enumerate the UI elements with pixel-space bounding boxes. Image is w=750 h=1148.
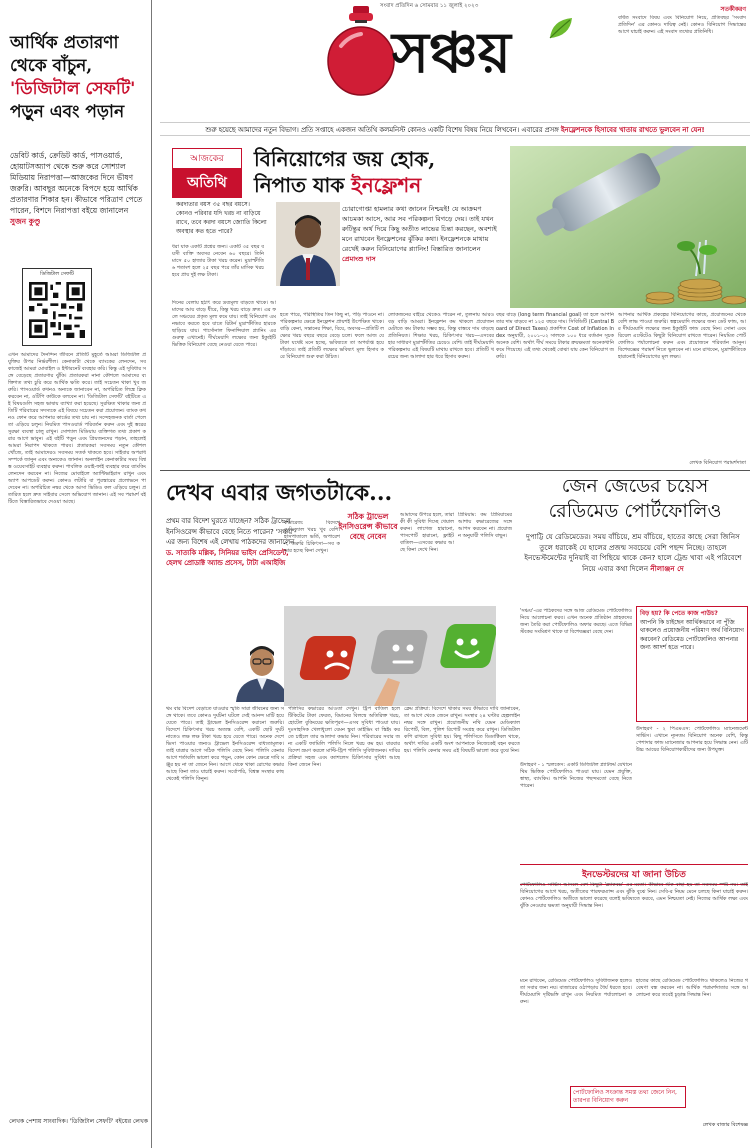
portfolio-headline-line-2: রেডিমেড পোর্টফোলিও [548, 500, 722, 522]
warning-notice-title: সতর্কীকরণ [720, 6, 746, 13]
section-banner-text: শুরু হয়েছে আমাদের নতুন বিভাগ। প্রতি সপ্তাহে একজন অতিথি কলমনিস্ট কোনও একটি বিশেষ বিষয় নিয়ে লিখবেন। এবারের প্রসঙ্গ [205, 126, 559, 134]
money-plant-photo [510, 146, 746, 308]
left-headline-line-1: আর্থিক প্রতারণা থেকে বাঁচুন, [10, 33, 119, 76]
travel-intro-text: প্রথম বার বিদেশ ঘুরতে যাচ্ছেন? সঠিক ট্রাভেল ইনসিওরেন্স কীভাবে বেছে নিতে পারেন? 'সঞ্চয়'-এর জন্য বিশেষ এই লেখায় পাঠকদের জানালেন [166, 517, 297, 546]
portfolio-body-col-2: উদাহরণ - ১ স্মলকেস: একটি ডিজিটাল প্ল্যাটফর্ম যেখানে থিম ভিত্তিক পোর্টফোলিও পাওয়া যায়। যেমন প্রযুক্তি, স্বাস্থ্য, ব্যাংকিং। আপনি নিজের পছন্দমতো বেছে নিতে পারেন। [520, 762, 632, 789]
left-headline-line-2: 'ডিজিটাল সেফটি' [10, 79, 136, 99]
left-intro-author: সুজন কুণ্ডু [10, 217, 41, 226]
portfolio-feature-intro [520, 532, 746, 574]
portfolio-body-col-6: হাতের কাছে রেডিমেড পোর্টফোলিও থাকলেও নিজের গবেষণা বন্ধ করবেন না। আর্থিক পরামর্শদাতার সঙ্গে আলোচনা করে তবেই চূড়ান্ত সিদ্ধান্ত নিন। [636, 978, 748, 998]
portfolio-intro-text: দুপাট্টি যে রেডিমেডের। সময় বাঁচিয়ে, শ্রম বাঁচিয়ে, হাতের কাছে সেরা জিনিস তুলে ধরাকেই যে হালের প্রজন্ম সবচেয়ে বেশি পছন্দ নিচ্ছে। তাহলে ইনভেস্টমেন্টের দুনিয়াই বা পিছিয়ে থাকে কেন? হালে ট্রেন্ড খাবা এই পরিবেশে নিয়ে এবার কথা দিলেন [524, 532, 742, 573]
top-body-col-2: হতে পারে, পরিস্থিতির তিন কিছু না, পড়ি পাওনে না। পরিকল্পনার ক্ষেত্রে ইনফ্লেশন প্রায়শই উপেক্ষিত থাকে। বাড়ি কেনা, সন্তানের শিক্ষা, বিয়ে, অবসর—প্রতিটি লক্ষ্যের খরচ বছরে বছরে বেড়ে চলে। ফলে আজ যে টাকা যথেষ্ট মনে হচ্ছে, ভবিষ্যতে তা অপর্যাপ্ত হয়ে দাঁড়াবে। তাই প্রতিটি লক্ষ্যের ভবিষ্যৎ মূল্য হিসাব করে বিনিয়োগ শুরু করা উচিত। [280, 312, 384, 360]
section-banner-highlight: ইনফ্লেশনকে হিসাবের খাতায় রাখতে ভুলবেন না যেন! [560, 126, 705, 134]
portfolio-signature: লেখক বাজার বিশেষজ্ঞ [702, 1122, 748, 1128]
travel-sidebox-title: সঠিক ট্রাভেল ইনসিওরেন্স কীভাবে বেছে নেবেন [338, 512, 398, 541]
author-portrait-image [276, 202, 340, 286]
portfolio-subhead: ইনভেস্টরদের যা জানা উচিত [520, 864, 748, 885]
top-body-col-5: আপনার আর্থিক প্রকল্পের বিনিয়োগের কাছে, প্রয়োজনের থেকে বেশি লাভ পাওয়া জরুরি। স্বল্পমেয়াদি লক্ষ্যের জন্য ডেট ফান্ড, আর দীর্ঘমেয়াদি লক্ষ্যের জন্য ইক্যুইটি ফান্ড বেছে নিন। সোনা এবং রিয়েল এস্টেটেও কিছুটা বিনিয়োগ রাখতে পারেন। নিয়মিত পোর্টফোলিও পর্যালোচনা করুন এবং প্রয়োজনে পরিবর্তন আনুন। বিশেষজ্ঞের পরামর্শ নিতে ভুলবেন না। মনে রাখবেন, মুদ্রাস্ফীতিকে হারানোই বিনিয়োগের মূল লক্ষ্য। [618, 312, 746, 360]
travel-body-col-2: কভারেজ: বিদেশে মেডিক্যাল খরচ খুব বেশি। হাসপাতালে ভর্তি, অপারেশন, জরুরি চিকিৎসা—সব কভার হচ্ছে কিনা দেখুন। [284, 520, 340, 554]
top-body-col-4: বছর বাড়ে (long term financial goal) তা হলে আপনি তার দাম বাড়বে না ১২৫ বছরে দাম। সিবিডিটি (Central Board of Direct Taxes) প্রকাশিত Cost of Inflation Index অনুযায়ী, ২০০১-০২ সালকে ১০০ ধরে বর্তমান সূচক অনেক বেশি। অর্থাৎ দীর্ঘ সময়ে টাকার ক্রয়ক্ষমতা অনেকখানি কমে গিয়েছে। এই তথ্য থেকেই বোঝা যায় কেন বিনিয়োগ জরুরি। [496, 312, 614, 360]
section-divider [160, 470, 750, 471]
todays-guest-tag-line-1: আজকের [172, 148, 242, 168]
masthead-title: সঞ্চয় [392, 20, 511, 86]
top-body-col-1a: ধরা যাক একটি প্রশ্নের জন্য। একটি ৩৫ বছর বয়সী ব্যক্তি অবসর নেবেন ৬০ বছরে। তিনি মাসে ৫০ হাজার টাকা খরচ করেন। মুদ্রাস্ফীতি ৬ শতাংশ হলে ২৫ বছর পরে তাঁর মাসিক খরচ হবে প্রায় দুই লক্ষ টাকা। [172, 244, 264, 278]
section-banner [160, 122, 750, 136]
todays-guest-tag [172, 148, 242, 190]
travel-author-portrait [232, 636, 292, 702]
travel-author-portrait-image [232, 636, 292, 702]
travel-body-col-4: পলিসির কভারের আওতা দেখুন। ট্রিপ বাতিল হলে টিকিটের টাকা ফেরত, বিমানের বিলম্বে অতিরিক্ত খরচ, হোটেল বুকিংয়ের ক্ষতিপূরণ—এসব সুবিধা পাওয়া যায়। দুঃসাহসিক খেলাধুলো যেমন স্কুবা ডাইভিং বা স্কিইং করতে চাইলে তার আলাদা কভার নিন। পরিবারের সবার জন্য একটি ফ্যামিলি পলিসি নিলে খরচ কম হয়। বারবার বিদেশ ভ্রমণ করলে মাল্টি-ট্রিপ পলিসি সুবিধাজনক। দাবির প্রক্রিয়া সহজ এবং ক্যাশলেস চিকিৎসার সুবিধা আছে কিনা জেনে নিন। [288, 706, 400, 768]
warning-notice-text: বর্ষিত সংবাদে বিষয় এবং বিনিয়োগ নিয়ে, প্রতিবছর 'সংবাদ প্রতিদিন' এর কোনও দায়িত্ব নেই। কোনও বিনিয়োগ সিদ্ধান্তের আগে যাচাই করুন। এই সংবাদ তথ্যের প্রতিনিধি। [618, 15, 746, 35]
feedback-buttons-photo [284, 606, 496, 706]
top-feature-headline [254, 146, 504, 198]
left-footer: লেখক পেশায় সাংবাদিক। 'ডিজিটাল সেফটি' বইয়ের লেখক [9, 1118, 148, 1125]
money-plant-image [510, 146, 746, 308]
top-headline-line-2: নিপাত যাক [254, 173, 345, 197]
top-body-col-1: দিনের বেলায় হঠাৎ করে দ্রব্যমূল্য বাড়তে থাকে। আমাদের আয় বাড়ে ধীরে, কিন্তু খরচ বাড়ে দ্রুত। এর ফলে সঞ্চয়ের প্রকৃত মূল্য কমে যায়। তাই বিনিয়োগ এমনভাবে করতে হবে যাতে রিটার্ন মুদ্রাস্ফীতির হারকে ছাড়িয়ে যায়। পার্সোনাল ফিনান্সিয়াল প্ল্যানিং এর গুরুত্ব এখানেই। দীর্ঘমেয়াদি লক্ষ্যের জন্য ইক্যুইটি ভিত্তিক বিনিয়োগ বেছে নেওয়া যেতে পারে। [172, 300, 276, 348]
piggy-pot-icon [325, 6, 397, 98]
qr-title: ডিজিটাল সেফটি [40, 271, 74, 277]
top-intro-author: প্রেমাংশু দাস [342, 255, 376, 263]
top-headline-line-1: বিনিয়োগের জয় হোক, [254, 147, 436, 171]
portfolio-feature-headline [520, 474, 750, 524]
left-headline-line-3: পড়ুন এবং পড়ান [10, 102, 125, 122]
qr-code-icon [29, 282, 85, 338]
portfolio-body-col-5: মনে রাখবেন, রেডিমেড পোর্টফোলিও সুবিধাজনক হলেও তা সবার জন্য নয়। বাজারের ওঠাপড়ায় ধৈর্য ধরতে হবে। দীর্ঘমেয়াদি দৃষ্টিভঙ্গি রাখুন এবং নিয়মিত পর্যালোচনা করুন। [520, 978, 632, 1005]
travel-body-col-3: আমাদের উপরে হলে, তারা কী কী সুবিধা দিচ্ছে খেয়াল করুন। লাগেজ হারানো, পাসপোর্ট হারানো, ফ্লাইট বাতিল—এসবের কভার আছে কিনা দেখে নিন। [400, 512, 454, 553]
left-intro-text: ডেবিট কার্ড, ক্রেডিট কার্ড, পাসওয়ার্ড, হোয়াটসঅ্যাপ থেকে শুরু করে সোশ্যাল মিডিয়ায় নিরাপত্তা—আজকের দিনে ভীষণ জরুরি। আবছুর অনেকে বিপদে হয়ে আর্থিক প্রতারণার শিকার হন। কীভাবে পরিত্রাণ পেতে পারেন, বিশদে নিরাপত্তা বইয়ে জানালেন [10, 151, 143, 215]
author-portrait [276, 202, 340, 286]
left-body-text: এখন আমাদের দৈনন্দিন জীবনে প্রতিটি মুহূর্তে আমরা ডিজিটাল প্রযুক্তির উপর নির্ভরশীল। কেনাকাটা থেকে ব্যাংকের লেনদেন, সব কাজেই আমরা মোবাইল ও ইন্টারনেট ব্যবহার করি। কিন্তু এই সুবিধার সঙ্গে বেড়েছে প্রতারণার ঝুঁকি। প্রতারকরা নানা কৌশলে আমাদের ব্যক্তিগত তথ্য চুরি করে আর্থিক ক্ষতি করে। তাই সচেতন থাকা খুব জরুরি। পাসওয়ার্ড কখনও অন্যকে জানাবেন না, অপরিচিত লিঙ্কে ক্লিক করবেন না, ওটিপি কাউকে বলবেন না। 'ডিজিটাল সেফটি' বইটিতে এই বিষয়গুলি সহজ ভাষায় ব্যাখ্যা করা হয়েছে। সুরক্ষিত থাকার জন্য প্রতিটি পরিবারের সদস্যকে এই বিষয়ে সচেতন করা প্রয়োজন। ব্যাংক কখনও ফোন করে আপনার কার্ডের তথ্য চায় না। সন্দেহজনক বার্তা পেলে তা এড়িয়ে চলুন। নিয়মিত পাসওয়ার্ড পরিবর্তন করুন এবং দুই স্তরের সুরক্ষা ব্যবস্থা চালু রাখুন। সোশ্যাল মিডিয়ায় ব্যক্তিগত তথ্য প্রকাশ করার আগে ভাবুন। এই বইটি পড়ুন এবং প্রিয়জনদের পড়ান, তাহলেই আমরা নিরাপদ থাকতে পারব। প্রতারকরা সবসময় নতুন কৌশল খোঁজে, তাই আমাদেরও সবসময় সতর্ক থাকতে হবে। সাইবার অপরাধ সম্পর্কে জানুন এবং অন্যকেও জানান। অনলাইন কেনাকাটার সময় বিশ্বস্ত ওয়েবসাইট ব্যবহার করুন। পাবলিক ওয়াই-ফাই ব্যবহার করে ব্যাংকিং লেনদেন করবেন না। নিজের মোবাইলে অ্যান্টিভাইরাস রাখুন এবং অ্যাপ আপডেট করুন। কোনও লটারি বা পুরস্কারের প্রলোভনে পা দেবেন না। অপরিচিত নম্বর থেকে আসা ভিডিও কল এড়িয়ে চলুন। প্রতারিত হলে দ্রুত সাইবার সেলে অভিযোগ জানান। এই সব পরামর্শ বইটিতে বিস্তারিতভাবে দেওয়া আছে। [8, 352, 146, 505]
qr-code-box[interactable] [22, 268, 92, 346]
portfolio-info-box-text: আপনি কি চাইছেন আর্থিকভাবে না পুঁজি থাকলেও প্রয়োজনীয় পরিমাণ অর্থ বিনিয়োগ করবেন? রেডিমেড পোর্টফোলিও আপনার জন্য আদর্শ হতে পারে। [640, 618, 744, 651]
portfolio-info-box-title: বিড় হয়? কি পেতে কাজ পাউচ? [640, 610, 718, 617]
top-feature-signature: লেখক বিনিয়োগ পরামর্শদাতা [689, 460, 746, 466]
portfolio-headline-line-1: জেন জেডের চয়েস [561, 475, 709, 497]
feedback-buttons-image [284, 606, 496, 706]
portfolio-intro-author: নীলাঞ্জন দে [650, 563, 684, 573]
portfolio-info-box [636, 606, 748, 722]
travel-body-col-5: প্রিমিয়াম: কম প্রিমিয়ামের আশায় কভারেজের সঙ্গে আপস করবেন না। প্রয়োজন অনুযায়ী পলিসি বাছুন। [458, 512, 512, 539]
warning-notice [618, 4, 746, 36]
portfolio-body-col-1: 'সঞ্চয়'-এর পাঠকদের সঙ্গে আজ রেডিমেড পোর্টফোলিও নিয়ে আলোচনা করব। এখন অনেক প্রতিষ্ঠান গ্রাহকদের জন্য তৈরি করা পোর্টফোলিও অফার করছে। এতে বিভিন্ন স্টকের সংমিশ্রণ থাকে যা বিশেষজ্ঞরা বেছে দেন। [520, 608, 632, 635]
travel-feature-headline: দেখব এবার জগতটাকে... [166, 480, 393, 506]
leaf-icon [548, 16, 574, 40]
travel-intro-author: ড. সাত্যকি মল্লিক, সিনিয়র ভাইস প্রেসিডেন্ট, হেলথ প্রোডাক্ট অ্যান্ড প্রসেস, টাটা এআইজি [166, 548, 289, 567]
travel-body-col-6: ক্লেম প্রক্রিয়া: বিদেশে থাকার সময় কীভাবে দাবি জানাবেন, তা আগে থেকে জেনে রাখুন। সংস্থার ২৪ ঘণ্টার হেল্পলাইন নম্বর সঙ্গে রাখুন। প্রয়োজনীয় নথি যেমন মেডিক্যাল রিপোর্ট, বিল, পুলিশ রিপোর্ট সংগ্রহ করে রাখুন। ডিজিটাল কপি রাখলে সুবিধা হয়। কিছু পলিসিতে ডিডাক্টিবল থাকে, অর্থাৎ দাবির একটি অংশ আপনাকে নিজেকেই বহন করতে হয়। পলিসি কেনার সময় এই বিষয়টি ভালো করে বুঝে নিন। [404, 706, 520, 754]
travel-feature-intro [166, 516, 298, 569]
left-intro [10, 150, 144, 227]
top-headline-red: ইনফ্লেশন [351, 173, 422, 197]
travel-sidebox [338, 512, 398, 606]
top-body-col-3: লোকজনের বাইরে থেকেও পারেন না, তুলনায় আরও বড় বাড়ি আমরা। ইনফ্লেশন কম থাকলে প্রয়োজন মেটাতে কম টাকায় সম্ভব হয়, কিন্তু বাস্তবে দাম বাড়ছে প্রতিনিয়ত। শিক্ষার খরচ, চিকিৎসার খরচ—এসবের হার সাধারণ মুদ্রাস্ফীতির চেয়েও বেশি। তাই দীর্ঘমেয়াদি পরিকল্পনায় এই বিষয়টি মাথায় রাখতে হবে। প্রতিটি খরচের জন্য আলাদা হার ধরে হিসাব করুন। [388, 312, 494, 360]
page-meta: সংবাদ প্রতিদিন ৬ সোমবার ১১ জুলাই ২০২৩ [380, 3, 479, 9]
top-feature-intro [342, 204, 504, 264]
portfolio-body-col-3: উদাহরণ - ২ পিএমএস: পোর্টফোলিও ম্যানেজমেন্ট সার্ভিস। এখানে ন্যূনতম বিনিয়োগ অনেক বেশি, কিন্তু পেশাদার ফান্ড ম্যানেজার আপনার হয়ে সিদ্ধান্ত নেন। এটি উচ্চ আয়ের বিনিয়োগকারীদের জন্য উপযুক্ত। [636, 726, 748, 753]
travel-body-col-1: থম বার বিদেশ বেড়াতে যাওয়ার স্মৃতি সারা জীবনের জন্য সঙ্গে থাকে। তবে কোনও দুর্ঘটনা ঘটলে সেই আনন্দ মাটি হয়ে যেতে পারে। তাই ট্রাভেল ইনসিওরেন্স করানো জরুরি। বিদেশে চিকিৎসার খরচ অত্যন্ত বেশি, একটি ছোট দুর্ঘটনাতেও লক্ষ লক্ষ টাকা খরচ হয়ে যেতে পারে। অনেক দেশে ভিসা পাওয়ার জন্যও ট্রাভেল ইনসিওরেন্স বাধ্যতামূলক। তাই যাত্রার আগে সঠিক পলিসি বেছে নিন। পলিসি কেনার আগে শর্তাবলি ভালো করে পড়ুন, কোন কোন ক্ষেত্রে দাবি মঞ্জুর হয় না তা জেনে নিন। আগে থেকে থাকা রোগের কভার আছে কিনা তাও যাচাই করুন। সর্বোপরি, বিশ্বস্ত সংস্থার কাছ থেকেই পলিসি কিনুন। [166, 706, 284, 782]
portfolio-body-col-4: পোর্টফোলিও সার্ভিস আসলে বেশ কিছুটা 'ব্ল্যাকবক্স' এর মতো। কীভাবে স্টক বাছা হয় তা সবসময় স্পষ্ট নয়। তাই বিনিয়োগের আগে খরচ, অতীতের পারফরম্যান্স এবং ঝুঁকি বুঝে নিন। সেবি-র নিয়ম মেনে চলছে কিনা যাচাই করুন। কোনও পোর্টফোলিও অতীতে ভালো করেছে বলেই ভবিষ্যতে করবে, এমন নিশ্চয়তা নেই। নিজের আর্থিক লক্ষ্য এবং ঝুঁকি নেওয়ার ক্ষমতা অনুযায়ী সিদ্ধান্ত নিন। [520, 882, 748, 909]
top-feature-caption: করদাতার বয়স ৩৫ বছর বয়সে। কোনও পরিবার যদি খরচ না বাড়িয়ে রাখে, তবে করদা বয়সে জ্যোতি কিলো অবস্থার কত হতে পারে? [176, 201, 267, 235]
todays-guest-tag-line-2: অতিথি [172, 168, 242, 198]
left-headline [10, 32, 146, 124]
top-intro-text: চোরাগোপ্তা হামলার কথা জানেন নিশ্চয়ই! যে আক্রমণ আচমকা আসে, আর সব পরিকল্পনা বিগড়ে দেয়। তাই যখন রুটিন্তুর অর্থ দিয়ে কিছু অতীত লাভের চিন্তা করছেন, অবশ্যই মনে রাখবেন ইনফ্লেশনের ঝুঁকির কথা। ইনফ্লেশনকে মাথায় রেখেই করুন বিনিয়োগের প্ল্যানিং! বিস্তারিত জানালেন [342, 205, 497, 253]
portfolio-red-box: পোর্টফোলিও সংক্রান্ত সমস্ত তথ্য জেনে নিন, তারপর বিনিয়োগ করুন [570, 1086, 686, 1108]
